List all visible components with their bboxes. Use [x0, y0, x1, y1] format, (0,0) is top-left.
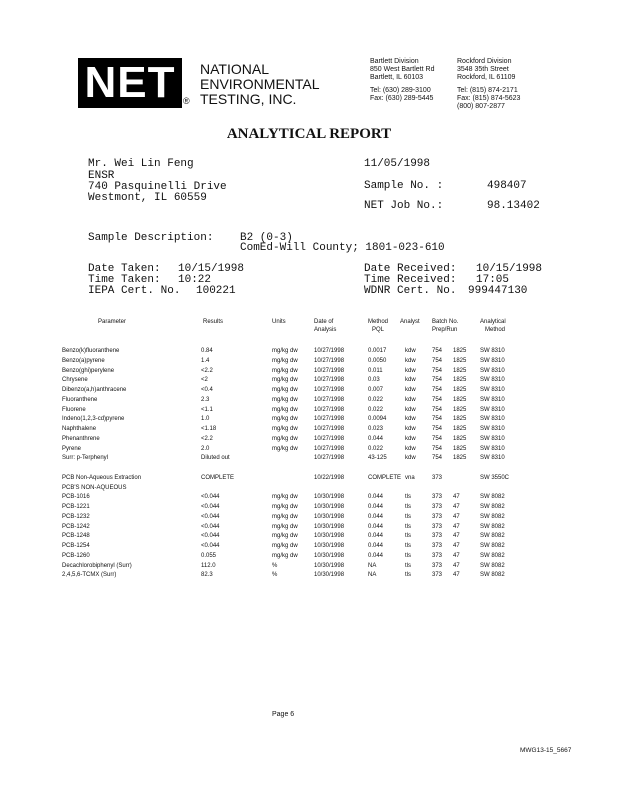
- cell-analyst: kdw: [405, 416, 416, 423]
- cell-batch-run: 1825: [453, 367, 467, 374]
- cell-result: <0.044: [201, 504, 220, 510]
- sample-description-label: Sample Description:: [88, 232, 214, 244]
- bartlett-fax: Fax: (630) 289-5445: [370, 95, 434, 102]
- cell-parameter: Phenanthrene: [62, 435, 100, 442]
- cell-parameter: 2,4,5,6-TCMX (Surr): [62, 572, 117, 579]
- cell-parameter: Indeno(1,2,3-cd)pyrene: [62, 416, 125, 423]
- cell-batch-prep: 373: [432, 494, 443, 501]
- cell-method: SW 8310: [480, 387, 505, 393]
- cell-batch-run: 47: [453, 572, 460, 579]
- cell-pql: 0.0017: [368, 348, 387, 354]
- cell-units: mg/kg dw: [272, 543, 298, 549]
- cell-date: 10/27/1998: [314, 445, 345, 452]
- table-row: [0, 531, 618, 541]
- cell-batch-run: 1825: [453, 426, 467, 432]
- table-row: [0, 502, 618, 512]
- cell-pql: 0.007: [368, 387, 384, 393]
- org-name-line-3: TESTING, INC.: [200, 91, 297, 107]
- cell-analyst: tls: [405, 504, 411, 510]
- rockford-address-3: Rockford, IL 61109: [457, 74, 516, 81]
- client-company: ENSR: [88, 170, 115, 182]
- cell-parameter: Benzo(k)fluoranthene: [62, 348, 120, 354]
- cell-batch-run: 47: [453, 543, 460, 549]
- sample-description-1: B2 (0-3): [240, 232, 293, 244]
- cell-batch-run: 1825: [453, 387, 467, 393]
- cell-pql: 0.011: [368, 367, 383, 374]
- cell-analyst: kdw: [405, 387, 416, 393]
- cell-batch-run: 47: [453, 513, 460, 520]
- cell-batch-prep: 754: [432, 455, 443, 462]
- table-row: [0, 444, 618, 454]
- cell-date: 10/27/1998: [314, 367, 345, 374]
- cell-method: SW 8310: [480, 377, 505, 384]
- cell-batch-prep: 754: [432, 387, 443, 393]
- cell-units: mg/kg dw: [272, 377, 298, 384]
- cell-method: SW 8082: [480, 513, 505, 520]
- table-row: [0, 405, 618, 415]
- cell-date: 10/30/1998: [314, 562, 345, 569]
- cell-batch-run: 1825: [453, 455, 467, 462]
- wdnr-label: WDNR Cert. No.: [364, 285, 457, 297]
- iepa-label: IEPA Cert. No.: [88, 285, 181, 297]
- cell-pql: 0.044: [368, 552, 384, 559]
- org-name-line-2: ENVIRONMENTAL: [200, 76, 320, 92]
- table-row: [0, 570, 618, 580]
- cell-result: 1.4: [201, 357, 210, 364]
- cell-units: mg/kg dw: [272, 426, 298, 432]
- cell-batch-prep: 754: [432, 406, 443, 413]
- cell-pql: 0.022: [368, 396, 384, 403]
- cell-batch-run: 1825: [453, 348, 467, 354]
- cell-result: 0.055: [201, 552, 217, 559]
- cell-analyst: kdw: [405, 406, 416, 413]
- cell-batch-run: 47: [453, 504, 460, 510]
- cell-date: 10/30/1998: [314, 543, 345, 549]
- cell-analyst: tls: [405, 543, 411, 549]
- cell-analyst: kdw: [405, 348, 416, 354]
- cell-pql: 0.044: [368, 543, 384, 549]
- cell-batch-prep: 373: [432, 513, 443, 520]
- cell-result: <0.044: [201, 494, 220, 501]
- cell-result: <0.4: [201, 387, 213, 393]
- cell-parameter: Chrysene: [62, 377, 88, 384]
- cell-batch-run: 1825: [453, 445, 467, 452]
- rockford-address-2: 3548 35th Street: [457, 66, 509, 73]
- cell-date: 10/27/1998: [314, 377, 345, 384]
- cell-batch-prep: 754: [432, 348, 443, 354]
- cell-batch-run: 1825: [453, 396, 467, 403]
- cell-parameter: Benzo(a)pyrene: [62, 357, 105, 364]
- cell-units: mg/kg dw: [272, 396, 298, 403]
- cell-units: mg/kg dw: [272, 513, 298, 520]
- cell-method: SW 8310: [480, 348, 505, 354]
- iepa-value: 100221: [196, 285, 236, 297]
- table-row: [0, 453, 618, 463]
- table-row: [0, 414, 618, 424]
- cell-date: 10/30/1998: [314, 494, 345, 501]
- cell-method: SW 8310: [480, 455, 505, 462]
- cell-pql: 0.044: [368, 494, 384, 501]
- cell-pql: 0.044: [368, 523, 384, 530]
- cell-parameter: Fluoranthene: [62, 396, 98, 403]
- date-received-label: Date Received:: [364, 263, 457, 275]
- cell-date: 10/27/1998: [314, 348, 345, 354]
- job-no-value: 98.13402: [487, 200, 540, 212]
- cell-parameter: PCB-1254: [62, 543, 90, 549]
- cell-parameter: PCB-1016: [62, 494, 90, 501]
- col-header-method-2: Method: [485, 327, 506, 333]
- cell-result: <1.1: [201, 406, 213, 413]
- col-header-parameter: Parameter: [98, 319, 127, 325]
- cell-analyst: kdw: [405, 396, 416, 403]
- cell-parameter: Dibenzo(a,h)anthracene: [62, 387, 127, 393]
- cell-parameter: PCB Non-Aqueous Extraction: [62, 474, 142, 481]
- cell-batch-prep: 754: [432, 435, 443, 442]
- table-row: [0, 375, 618, 385]
- client-name: Mr. Wei Lin Feng: [88, 158, 194, 170]
- cell-parameter: PCB-1221: [62, 504, 90, 510]
- col-header-analyst: Analyst: [400, 319, 420, 325]
- cell-method: SW 8082: [480, 543, 505, 549]
- table-row: [0, 473, 618, 483]
- cell-batch-prep: 373: [432, 504, 443, 510]
- sample-no-label: Sample No. :: [364, 180, 444, 192]
- cell-date: 10/30/1998: [314, 552, 345, 559]
- cell-units: mg/kg dw: [272, 504, 298, 510]
- cell-analyst: tls: [405, 552, 411, 559]
- cell-batch-run: 47: [453, 562, 460, 569]
- cell-batch-prep: 754: [432, 416, 443, 423]
- table-row: [0, 346, 618, 356]
- table-row: [0, 385, 618, 395]
- cell-date: 10/22/1998: [314, 474, 345, 481]
- table-row: [0, 512, 618, 522]
- report-title: ANALYTICAL REPORT: [226, 126, 392, 142]
- cell-parameter: Decachlorobiphenyl (Surr): [62, 562, 132, 569]
- job-no-label: NET Job No.:: [364, 200, 444, 212]
- cell-batch-prep: 373: [432, 562, 443, 569]
- cell-analyst: tls: [405, 533, 411, 540]
- cell-date: 10/27/1998: [314, 435, 345, 442]
- cell-method: SW 8082: [480, 504, 505, 510]
- cell-batch-prep: 373: [432, 533, 443, 540]
- cell-parameter: PCB-1260: [62, 552, 90, 559]
- cell-pql: 0.0050: [368, 357, 387, 364]
- cell-batch-prep: 754: [432, 357, 443, 364]
- table-row: [0, 551, 618, 561]
- cell-parameter: PCB-1248: [62, 533, 90, 540]
- cell-pql: 0.044: [368, 513, 384, 520]
- cell-analyst: kdw: [405, 426, 416, 432]
- cell-parameter: Surr: p-Terphenyl: [62, 455, 109, 462]
- cell-result: <0.044: [201, 513, 220, 520]
- wdnr-value: 999447130: [468, 285, 528, 297]
- cell-method: SW 8082: [480, 572, 505, 579]
- cell-result: 0.84: [201, 348, 213, 354]
- cell-date: 10/30/1998: [314, 504, 345, 510]
- date-taken-value: 10/15/1998: [178, 263, 245, 275]
- cell-analyst: tls: [405, 513, 411, 520]
- col-header-batch-1: Batch No.: [432, 319, 459, 325]
- registered-mark: ®: [183, 96, 190, 106]
- cell-analyst: tls: [405, 562, 411, 569]
- page-number: Page 6: [272, 711, 295, 718]
- table-row: [0, 522, 618, 532]
- cell-parameter: PCB'S NON-AQUEOUS: [62, 484, 127, 491]
- cell-result: <1.18: [201, 426, 217, 432]
- table-row: [0, 424, 618, 434]
- table-row: [0, 366, 618, 376]
- cell-method: SW 8310: [480, 435, 505, 442]
- cell-method: SW 8310: [480, 416, 505, 423]
- cell-units: mg/kg dw: [272, 435, 298, 442]
- table-row: [0, 356, 618, 366]
- cell-date: 10/30/1998: [314, 572, 345, 579]
- report-date: 11/05/1998: [364, 158, 431, 170]
- cell-analyst: kdw: [405, 367, 416, 374]
- cell-batch-prep: 373: [432, 474, 443, 481]
- cell-units: mg/kg dw: [272, 387, 298, 393]
- cell-date: 10/30/1998: [314, 533, 345, 540]
- rockford-phone: Tel: (815) 874-2171: [457, 87, 518, 94]
- cell-date: 10/27/1998: [314, 416, 345, 423]
- org-name-line-1: NATIONAL: [200, 61, 269, 77]
- cell-method: SW 8082: [480, 494, 505, 501]
- cell-pql: COMPLETE: [368, 474, 402, 481]
- cell-result: 112.0: [201, 562, 216, 569]
- time-taken-value: 10:22: [178, 274, 212, 286]
- cell-parameter: Pyrene: [62, 445, 82, 452]
- bartlett-address-3: Bartlett, IL 60103: [370, 74, 424, 81]
- time-received-value: 17:05: [476, 274, 510, 286]
- cell-units: mg/kg dw: [272, 523, 298, 530]
- cell-date: 10/27/1998: [314, 426, 345, 432]
- cell-batch-prep: 754: [432, 367, 443, 374]
- cell-analyst: tls: [405, 572, 411, 579]
- cell-date: 10/30/1998: [314, 513, 345, 520]
- cell-pql: 0.022: [368, 406, 384, 413]
- net-logo: NET: [78, 58, 182, 108]
- cell-pql: 0.044: [368, 533, 384, 540]
- cell-result: 1.0: [201, 416, 210, 423]
- bartlett-phone: Tel: (630) 289-3100: [370, 87, 431, 94]
- rockford-fax: Fax: (815) 874-5623: [457, 95, 521, 102]
- cell-date: 10/30/1998: [314, 523, 345, 530]
- cell-batch-prep: 373: [432, 543, 443, 549]
- col-header-pql-1: Method: [368, 319, 389, 325]
- rockford-tollfree: (800) 807-2877: [457, 103, 505, 110]
- table-row: [0, 395, 618, 405]
- date-taken-label: Date Taken:: [88, 263, 161, 275]
- cell-analyst: kdw: [405, 445, 416, 452]
- cell-parameter: Fluorene: [62, 406, 86, 413]
- cell-batch-prep: 373: [432, 552, 443, 559]
- table-row: [0, 561, 618, 571]
- cell-units: mg/kg dw: [272, 494, 298, 501]
- cell-batch-run: 47: [453, 494, 460, 501]
- cell-pql: 43-125: [368, 455, 387, 462]
- cell-method: SW 8082: [480, 523, 505, 530]
- cell-parameter: Naphthalene: [62, 426, 97, 432]
- cell-method: SW 8310: [480, 396, 505, 403]
- cell-method: SW 8310: [480, 357, 505, 364]
- cell-method: SW 8310: [480, 406, 505, 413]
- cell-batch-prep: 754: [432, 396, 443, 403]
- col-header-method-1: Analytical: [480, 319, 506, 325]
- cell-units: mg/kg dw: [272, 348, 298, 354]
- cell-parameter: Benzo(ghi)perylene: [62, 367, 115, 374]
- cell-units: mg/kg dw: [272, 406, 298, 413]
- cell-result: <2.2: [201, 367, 213, 374]
- bartlett-address-2: 850 West Bartlett Rd: [370, 66, 435, 73]
- cell-units: mg/kg dw: [272, 552, 298, 559]
- cell-units: mg/kg dw: [272, 367, 298, 374]
- cell-method: SW 8082: [480, 533, 505, 540]
- cell-result: <0.044: [201, 533, 220, 540]
- cell-analyst: tls: [405, 523, 411, 530]
- cell-analyst: kdw: [405, 435, 416, 442]
- cell-batch-run: 1825: [453, 406, 467, 413]
- date-received-value: 10/15/1998: [476, 263, 543, 275]
- cell-date: 10/27/1998: [314, 357, 345, 364]
- table-row: [0, 463, 618, 473]
- client-street: 740 Pasquinelli Drive: [88, 181, 227, 193]
- cell-batch-run: 1825: [453, 377, 467, 384]
- cell-method: SW 8310: [480, 445, 505, 452]
- rockford-address-1: Rockford Division: [457, 58, 512, 65]
- cell-date: 10/27/1998: [314, 406, 345, 413]
- cell-pql: 0.022: [368, 445, 384, 452]
- cell-result: <0.044: [201, 543, 220, 549]
- cell-batch-run: 1825: [453, 435, 467, 442]
- cell-analyst: kdw: [405, 455, 416, 462]
- cell-units: mg/kg dw: [272, 416, 298, 423]
- table-row: [0, 483, 618, 493]
- cell-result: COMPLETE: [201, 474, 235, 481]
- cell-batch-run: 47: [453, 523, 460, 530]
- table-row: [0, 541, 618, 551]
- table-row: [0, 434, 618, 444]
- cell-pql: 0.0094: [368, 416, 387, 423]
- cell-units: %: [272, 572, 278, 579]
- cell-batch-run: 1825: [453, 416, 467, 423]
- cell-analyst: kdw: [405, 357, 416, 364]
- cell-pql: NA: [368, 572, 377, 579]
- cell-method: SW 8310: [480, 426, 505, 432]
- cell-analyst: tls: [405, 494, 411, 501]
- time-taken-label: Time Taken:: [88, 274, 161, 286]
- cell-parameter: PCB-1242: [62, 523, 90, 530]
- sample-no-value: 498407: [487, 180, 527, 192]
- cell-result: 82.3: [201, 572, 213, 579]
- cell-analyst: kdw: [405, 377, 416, 384]
- cell-date: 10/27/1998: [314, 455, 345, 462]
- cell-batch-prep: 373: [432, 572, 443, 579]
- cell-parameter: PCB-1232: [62, 513, 90, 520]
- col-header-batch-2: Prep/Run: [432, 327, 458, 333]
- client-city: Westmont, IL 60559: [88, 192, 207, 204]
- col-header-pql-2: PQL: [372, 327, 385, 333]
- cell-batch-run: 47: [453, 552, 460, 559]
- cell-units: %: [272, 562, 278, 569]
- cell-batch-run: 47: [453, 533, 460, 540]
- cell-result: 2.3: [201, 396, 210, 403]
- cell-pql: 0.023: [368, 426, 384, 432]
- cell-pql: 0.044: [368, 504, 384, 510]
- cell-result: <0.044: [201, 523, 220, 530]
- cell-method: SW 8310: [480, 367, 505, 374]
- cell-method: SW 3550C: [480, 474, 510, 481]
- cell-pql: 0.044: [368, 435, 384, 442]
- col-header-date-1: Date of: [314, 319, 334, 325]
- cell-date: 10/27/1998: [314, 387, 345, 393]
- sample-description-2: ComEd-Will County; 1801-023-610: [240, 242, 445, 254]
- cell-batch-prep: 754: [432, 426, 443, 432]
- cell-batch-prep: 754: [432, 445, 443, 452]
- cell-units: mg/kg dw: [272, 357, 298, 364]
- cell-result: Diluted out: [201, 455, 230, 462]
- col-header-units: Units: [272, 319, 286, 325]
- cell-units: mg/kg dw: [272, 533, 298, 540]
- cell-pql: 0.03: [368, 377, 380, 384]
- cell-method: SW 8082: [480, 562, 505, 569]
- cell-analyst: vna: [405, 474, 415, 481]
- time-received-label: Time Received:: [364, 274, 457, 286]
- cell-units: mg/kg dw: [272, 445, 298, 452]
- cell-batch-prep: 754: [432, 377, 443, 384]
- cell-pql: NA: [368, 562, 377, 569]
- table-row: [0, 492, 618, 502]
- col-header-results: Results: [203, 319, 224, 325]
- cell-date: 10/27/1998: [314, 396, 345, 403]
- cell-result: 2.0: [201, 445, 210, 452]
- cell-result: <2.2: [201, 435, 213, 442]
- cell-method: SW 8082: [480, 552, 505, 559]
- cell-batch-run: 1825: [453, 357, 467, 364]
- cell-batch-prep: 373: [432, 523, 443, 530]
- col-header-date-2: Analysis: [314, 327, 337, 333]
- document-id: MWG13-15_5667: [520, 747, 572, 754]
- bartlett-address-1: Bartlett Division: [370, 58, 419, 65]
- cell-result: <2: [201, 377, 208, 384]
